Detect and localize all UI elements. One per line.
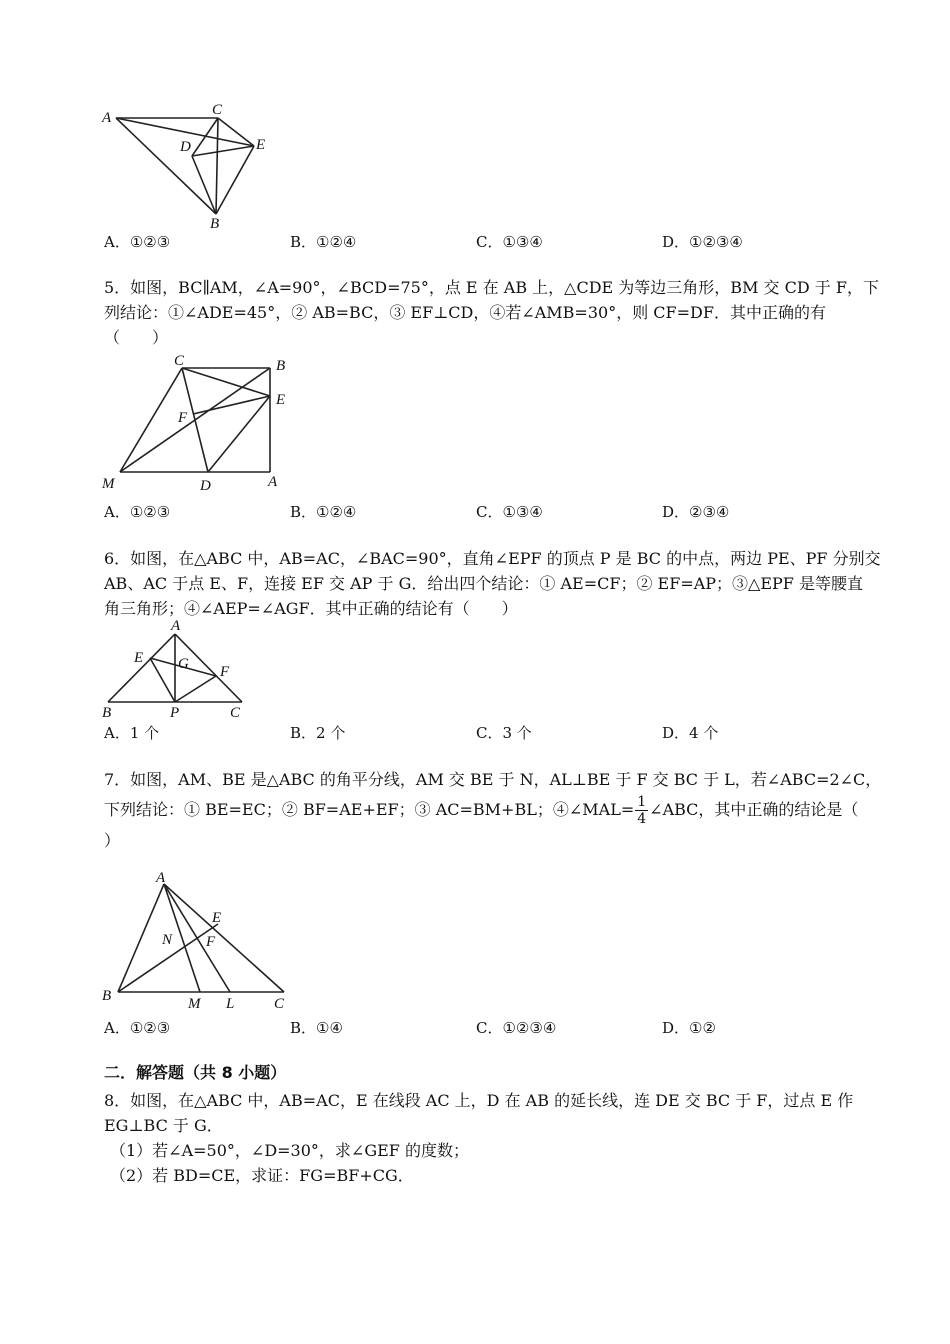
q5-edge-d-e [208,396,270,472]
figure-q6 [98,616,258,722]
q7-option-c[interactable]: C．①②③④ [476,1019,557,1037]
figure-q5 [98,350,298,495]
q7-label-m: M [188,996,201,1012]
q5-options [104,501,864,525]
q4-option-d[interactable]: D．①②③④ [662,233,743,251]
q7-option-a[interactable]: A．①②③ [104,1019,171,1037]
q7-options [104,1017,864,1041]
q7-label-e: E [212,910,222,926]
q7-edge-a-l [164,884,230,992]
q7-label-n: N [162,932,173,948]
q5-option-a[interactable]: A．①②③ [104,503,171,521]
q5-line-2: 列结论：①∠ADE=45°，② AB=BC，③ EF⊥CD，④若∠AMB=30°，则 CF=DF．其中正确的有 [104,303,826,322]
q7-fraction [635,794,648,827]
q7-line-1: 7．如图，AM、BE 是△ABC 的角平分线，AM 交 BE 于 N，AL⊥BE 于 F 交 BC 于 L，若∠ABC=2∠C， [104,770,882,789]
q7-fraction-numerator: 1 [637,794,647,810]
q6-edge-a-b [108,634,175,702]
q5-label-m: M [102,476,115,492]
q7-label-b: B [102,988,112,1004]
q4-option-b[interactable]: B．①②④ [290,233,357,251]
q5-line-3: （ ） [104,328,169,347]
q5-option-c[interactable]: C．①③④ [476,503,543,521]
q4-option-a[interactable]: A．①②③ [104,233,171,251]
q7-label-l: L [226,996,235,1012]
q6-label-c: C [230,705,241,721]
q4-edge-e-b [216,146,254,214]
q7-line-2-before: 下列结论：① BE=EC；② BF=AE+EF；③ AC=BM+BL；④∠MAL= [104,800,635,819]
q7-label-a: A [156,870,166,886]
q6-option-c[interactable]: C．3 个 [476,724,532,742]
q6-option-b[interactable]: B．2 个 [290,724,346,742]
q6-line-2: AB、AC 于点 E、F，连接 EF 交 AP 于 G．给出四个结论：① AE=CF；② EF=AP；③△EPF 是等腰直 [104,574,863,593]
q4-option-c[interactable]: C．①③④ [476,233,543,251]
figure-q7 [98,866,298,1012]
q6-label-a: A [171,618,181,634]
q6-label-p: P [170,705,180,721]
q4-label-a: A [102,110,112,126]
q4-edge-c-b [216,118,218,214]
q5-edge-c-e [182,368,270,396]
q4-edge-d-c [192,118,218,156]
q6-options [104,722,864,746]
q8-line-2: EG⊥BC 于 G． [104,1116,223,1135]
q7-option-b[interactable]: B．①④ [290,1019,343,1037]
q5-label-b: B [276,358,286,374]
q4-edge-d-b [192,156,216,214]
q5-label-a: A [268,474,278,490]
question-8 [104,1088,854,1188]
q4-label-b: B [210,216,220,232]
q5-label-d: D [200,478,211,494]
q6-label-g: G [178,656,189,672]
q6-option-a[interactable]: A．1 个 [104,724,160,742]
q8-part-2: （2）若 BD=CE，求证：FG=BF+CG． [110,1166,414,1185]
q6-label-f: F [220,664,230,680]
q7-line-2 [104,792,859,828]
q8-line-1: 8．如图，在△ABC 中，AB=AC，E 在线段 AC 上，D 在 AB 的延长线，连 DE 交 BC 于 F，过点 E 作 [104,1091,854,1110]
q4-edge-a-b [116,118,216,214]
q5-label-f: F [178,410,188,426]
q5-line-1: 5．如图，BC∥AM，∠A=90°，∠BCD=75°，点 E 在 AB 上，△CDE 为等边三角形，BM 交 CD 于 F，下 [104,278,879,297]
q4-label-d: D [180,139,191,155]
section-heading: 二．解答题（共 8 小题） [104,1063,287,1082]
q6-line-3: 角三角形；④∠AEP=∠AGF．其中正确的结论有（ ） [104,599,518,618]
q4-label-e: E [256,137,266,153]
q6-label-b: B [102,705,112,721]
q6-line-1: 6．如图，在△ABC 中，AB=AC，∠BAC=90°，直角∠EPF 的顶点 P 是 BC 的中点，两边 PE、PF 分别交 [104,549,881,568]
q5-edge-c-m [120,368,182,472]
q4-label-c: C [212,102,223,118]
q7-fraction-denominator: 4 [637,811,647,827]
q5-label-c: C [174,353,185,369]
q6-label-e: E [134,650,144,666]
q7-line-3: ） [104,831,121,850]
q7-label-c: C [274,996,285,1012]
q5-option-d[interactable]: D．②③④ [662,503,730,521]
q6-edge-p-f [175,676,216,702]
q7-option-d[interactable]: D．①② [662,1019,716,1037]
q7-line-2-after: ∠ABC，其中正确的结论是（ [649,800,859,819]
q4-options [104,231,864,255]
q5-option-b[interactable]: B．①②④ [290,503,357,521]
q7-label-f: F [206,934,216,950]
question-7 [104,767,882,853]
q6-option-d[interactable]: D．4 个 [662,724,719,742]
question-6 [104,546,881,621]
q8-part-1: （1）若∠A=50°，∠D=30°，求∠GEF 的度数； [110,1141,469,1160]
q4-edge-d-e [192,146,254,156]
figure-q4 [96,98,276,233]
q5-label-e: E [276,392,286,408]
question-5 [104,275,879,350]
